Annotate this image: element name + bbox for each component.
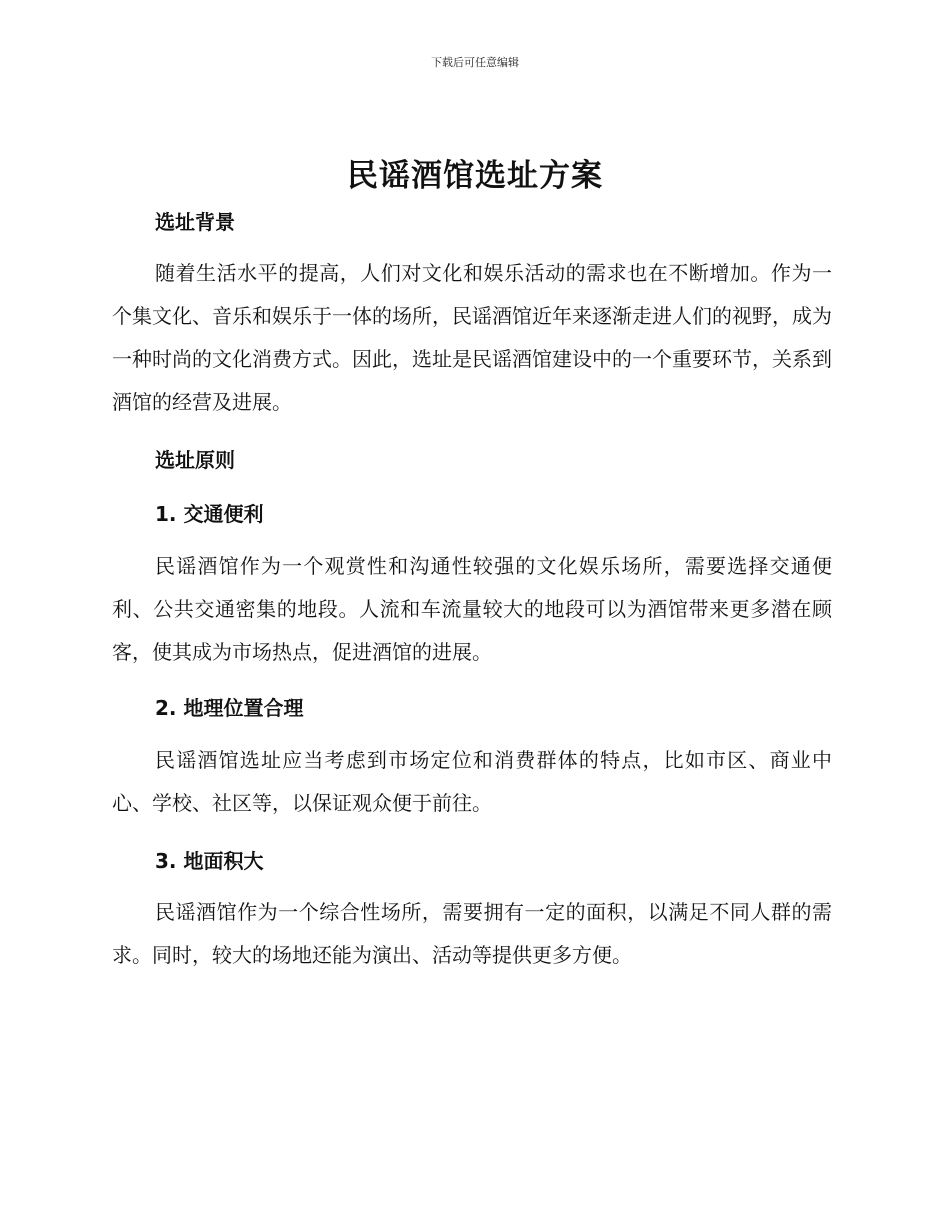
paragraph-site-background: 随着生活水平的提高，人们对文化和娱乐活动的需求也在不断增加。作为一个集文化、音乐和娱乐于一体的场所，民谣酒馆近年来逐渐走进人们的视野，成为一种时尚的文化消费方式。因此，选址是民谣酒馆建设中的一个重要环节，关系到酒馆的经营及进展。 [112, 261, 832, 414]
header-note: 下载后可任意编辑 [431, 56, 519, 69]
heading-site-background: 选址背景 [155, 210, 235, 234]
paragraph-large-area: 民谣酒馆作为一个综合性场所，需要拥有一定的面积，以满足不同人群的需求。同时，较大的场地还能为演出、活动等提供更多方便。 [112, 900, 832, 967]
heading-site-principles: 选址原则 [155, 448, 235, 472]
document-title: 民谣酒馆选址方案 [347, 158, 603, 194]
heading-convenient-transport: 1. 交通便利 [155, 502, 264, 526]
heading-reasonable-location: 2. 地理位置合理 [155, 696, 304, 720]
paragraph-convenient-transport: 民谣酒馆作为一个观赏性和沟通性较强的文化娱乐场所，需要选择交通便利、公共交通密集的地段。人流和车流量较大的地段可以为酒馆带来更多潜在顾客，使其成为市场热点，促进酒馆的进展。 [112, 554, 832, 664]
paragraph-reasonable-location: 民谣酒馆选址应当考虑到市场定位和消费群体的特点，比如市区、商业中心、学校、社区等，以保证观众便于前往。 [112, 748, 832, 815]
heading-large-area: 3. 地面积大 [155, 849, 264, 873]
